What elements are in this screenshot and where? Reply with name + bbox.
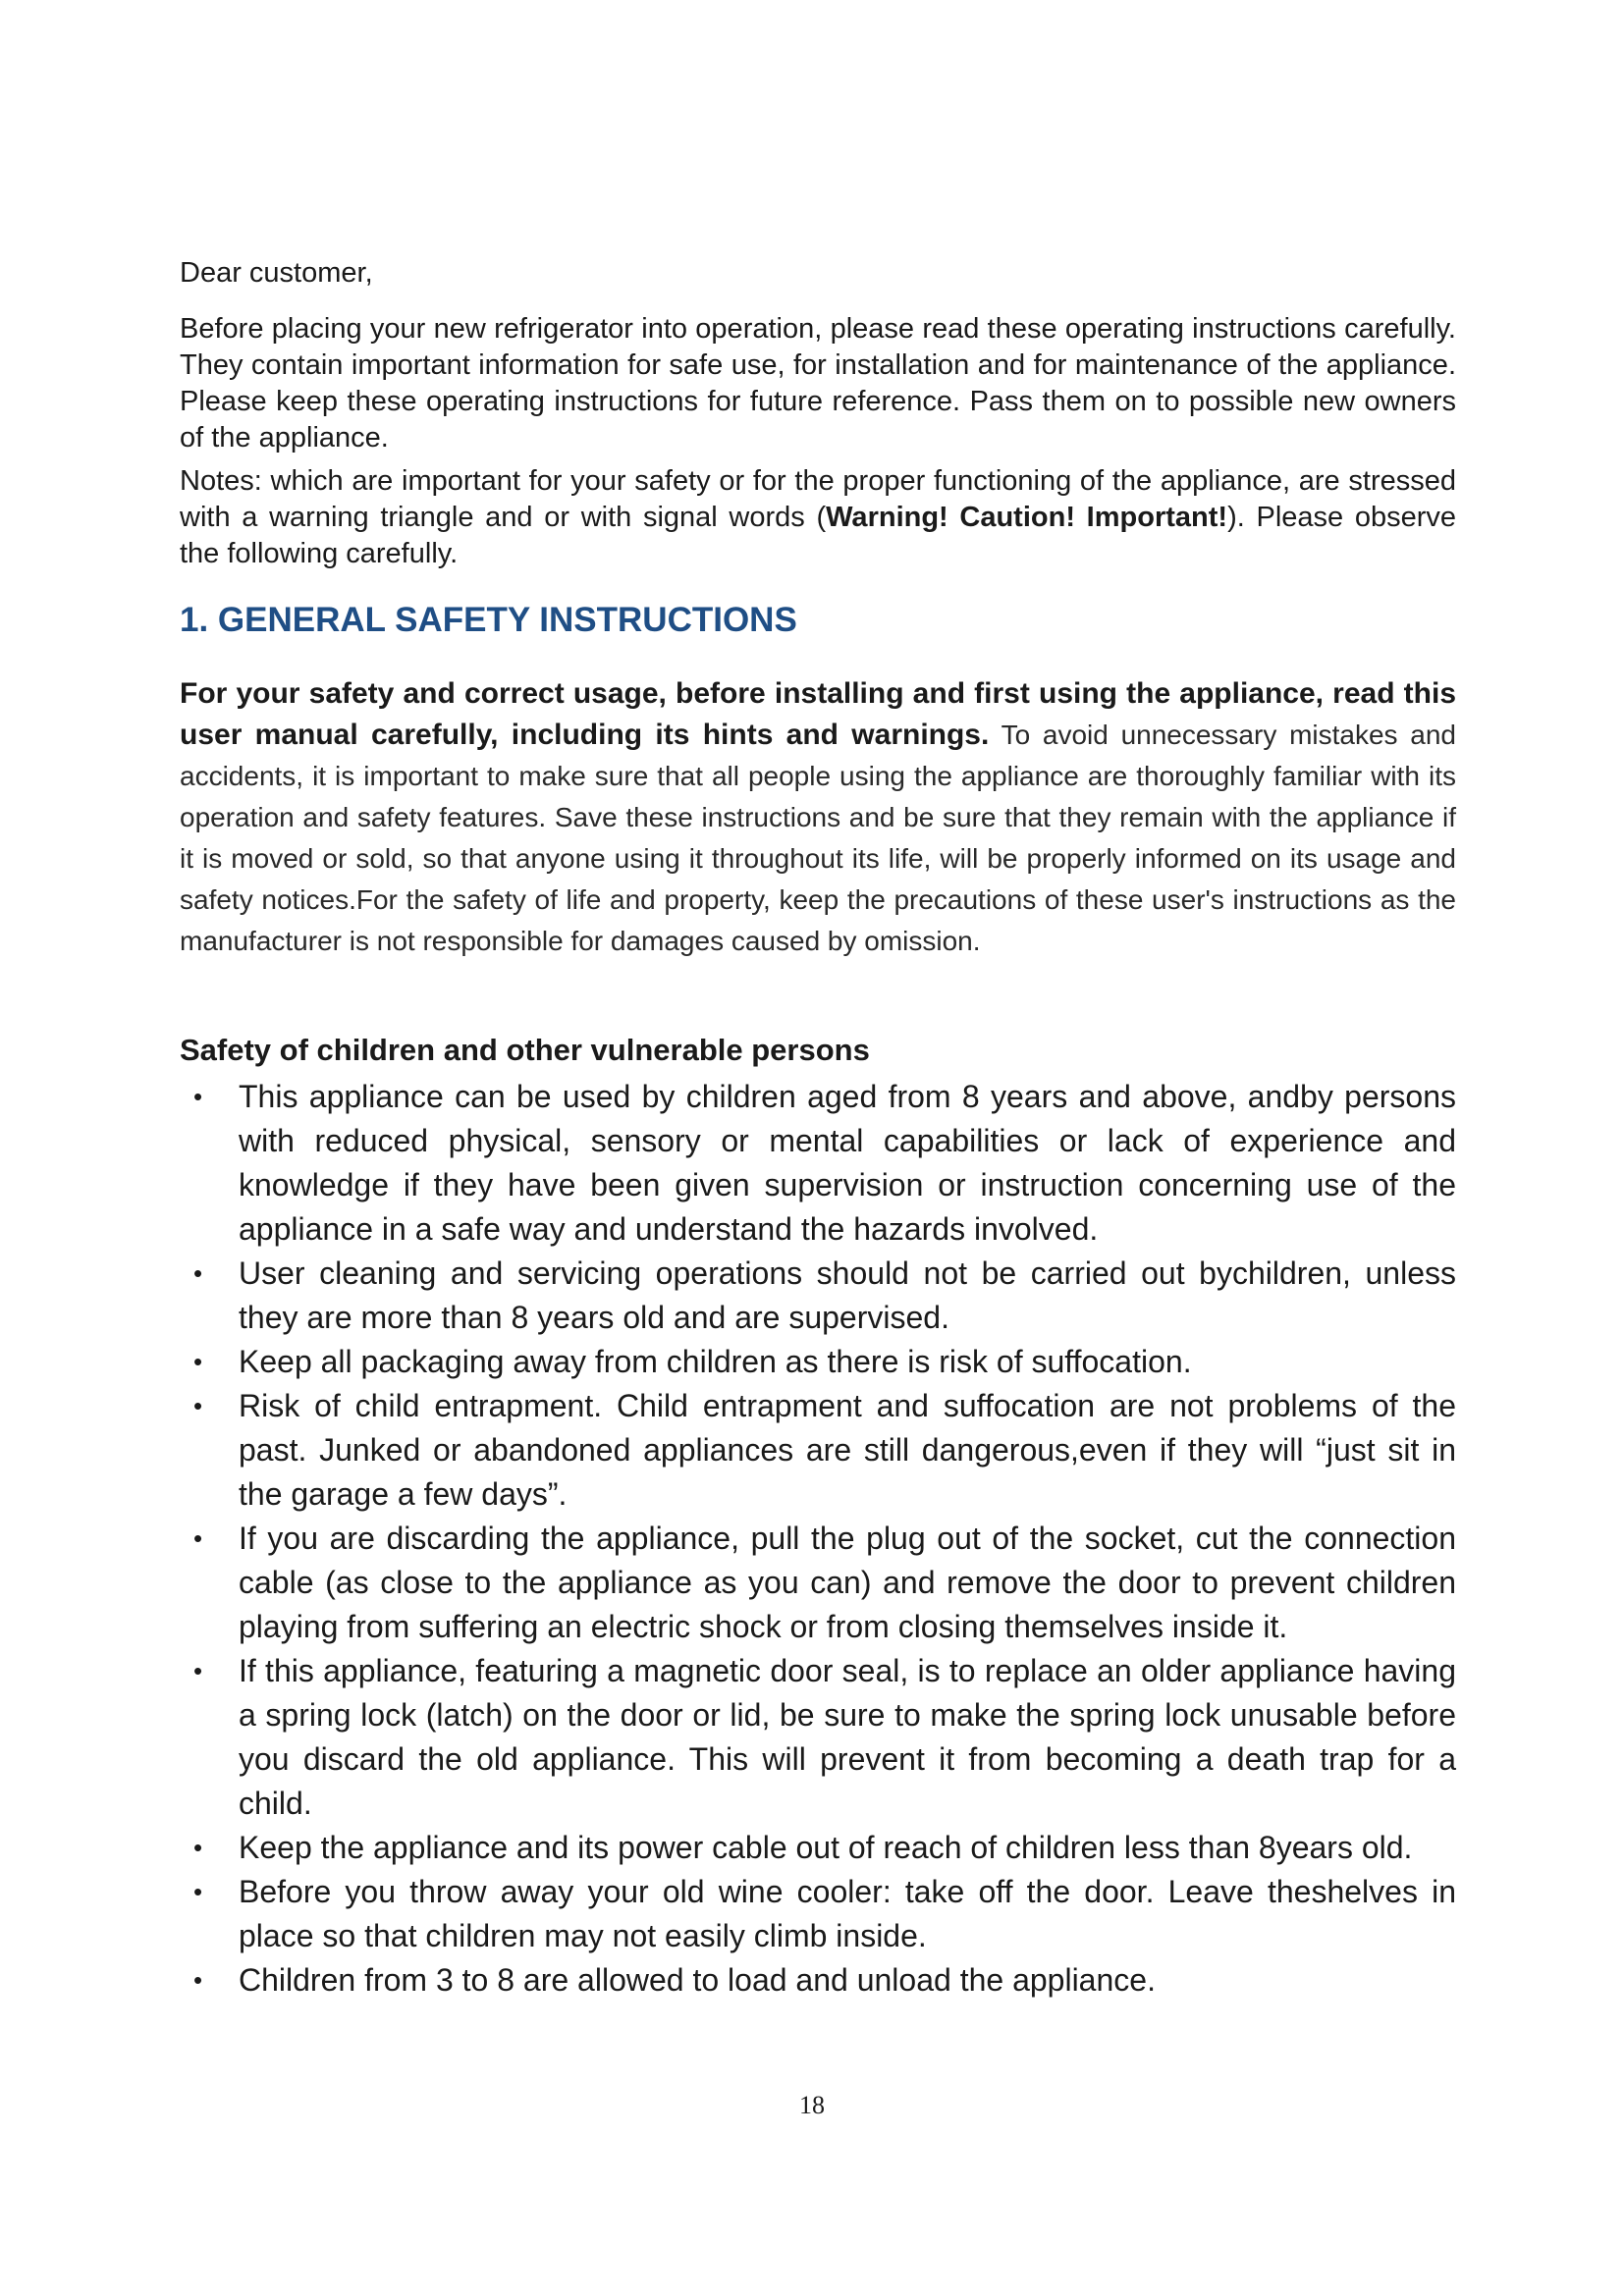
list-item — [180, 1384, 1456, 1517]
children-safety-list — [180, 1075, 1456, 2002]
list-item — [180, 1252, 1456, 1340]
children-subheading: Safety of children and other vulnerable persons — [180, 1033, 870, 1067]
bullet-icon: • — [193, 1347, 203, 1376]
list-item-text: Before you throw away your old wine cooler: take off the door. Leave theshelves in place so that children may not easily climb inside. — [239, 1874, 1456, 1953]
notes-before: Notes: which are important for your safety or for the proper functioning of the appliance, are stressed with a warning triangle and or with signal words ( — [180, 465, 1456, 533]
list-item-text: Children from 3 to 8 are allowed to load and unload the appliance. — [239, 1962, 1156, 1998]
notes-paragraph — [180, 463, 1456, 572]
notes-after: ). Please observe the following carefully. — [180, 502, 1457, 569]
list-item-text: If you are discarding the appliance, pull the plug out of the socket, cut the connection cable (as close to the appliance as you can) and remove the door to prevent children playing from suffering an electric shock or from closing themselves inside it. — [239, 1521, 1456, 1644]
list-item — [180, 1075, 1456, 1252]
bullet-icon: • — [193, 1656, 203, 1685]
general-text — [180, 673, 1456, 962]
bullet-icon: • — [193, 1082, 203, 1111]
list-item — [180, 1340, 1456, 1384]
bullet-icon: • — [193, 1258, 203, 1288]
intro-text: Before placing your new refrigerator into operation, please read these operating instructions carefully. They contain important information for safe use, for installation and for maintenance of the appliance. Please keep these operating instructions for future reference. Pass them on to possible new owners of the appliance. — [180, 313, 1456, 454]
bullet-icon: • — [193, 1965, 203, 1995]
page-number: 18 — [799, 2091, 825, 2119]
bullet-icon: • — [193, 1391, 203, 1420]
list-item-text: Risk of child entrapment. Child entrapment and suffocation are not problems of the past. Junked or abandoned appliances are still dangerous,even if they will “just sit in the garage a few days”. — [239, 1388, 1456, 1512]
notes-text — [180, 463, 1456, 572]
list-item-text: This appliance can be used by children aged from 8 years and above, andby persons with reduced physical, sensory or mental capabilities or lack of experience and knowledge if they have been given supervision or instruction concerning use of the appliance in a safe way and understand the hazards involved. — [239, 1079, 1456, 1247]
intro-paragraph — [180, 311, 1456, 456]
list-item — [180, 1958, 1456, 2002]
list-item-text: If this appliance, featuring a magnetic door seal, is to replace an older appliance having a spring lock (latch) on the door or lid, be sure to make the spring lock unusable before you discard the old appliance. This will prevent it from becoming a death trap for a child. — [239, 1653, 1456, 1821]
list-item-text: Keep all packaging away from children as there is risk of suffocation. — [239, 1344, 1192, 1379]
general-paragraph — [180, 673, 1456, 962]
list-item — [180, 1517, 1456, 1649]
list-item — [180, 1870, 1456, 1958]
bullet-icon: • — [193, 1877, 203, 1906]
list-item-text: User cleaning and servicing operations should not be carried out bychildren, unless they are more than 8 years old and are supervised. — [239, 1255, 1456, 1335]
greeting: Dear customer, — [180, 257, 373, 289]
section-heading: 1. GENERAL SAFETY INSTRUCTIONS — [180, 601, 797, 639]
general-lead: For your safety and correct usage, before installing and first using the appliance, read this user manual carefully, including its hints and warnings. — [180, 677, 1456, 751]
general-rest: To avoid unnecessary mistakes and accidents, it is important to make sure that all people using the appliance are thoroughly familiar with its operation and safety features. Save these instructions and be sure that they remain with the appliance if it is moved or sold, so that anyone using it throughout its life, will be properly informed on its usage and safety notices.For the safety of life and property, keep the precautions of these user's instructions as the manufacturer is not responsible for damages caused by omission. — [180, 720, 1456, 956]
bullet-icon: • — [193, 1833, 203, 1862]
signal-words: Warning! Caution! Important! — [826, 502, 1228, 533]
list-item — [180, 1826, 1456, 1870]
list-item — [180, 1649, 1456, 1826]
bullet-icon: • — [193, 1523, 203, 1553]
list-item-text: Keep the appliance and its power cable out of reach of children less than 8years old. — [239, 1830, 1413, 1865]
